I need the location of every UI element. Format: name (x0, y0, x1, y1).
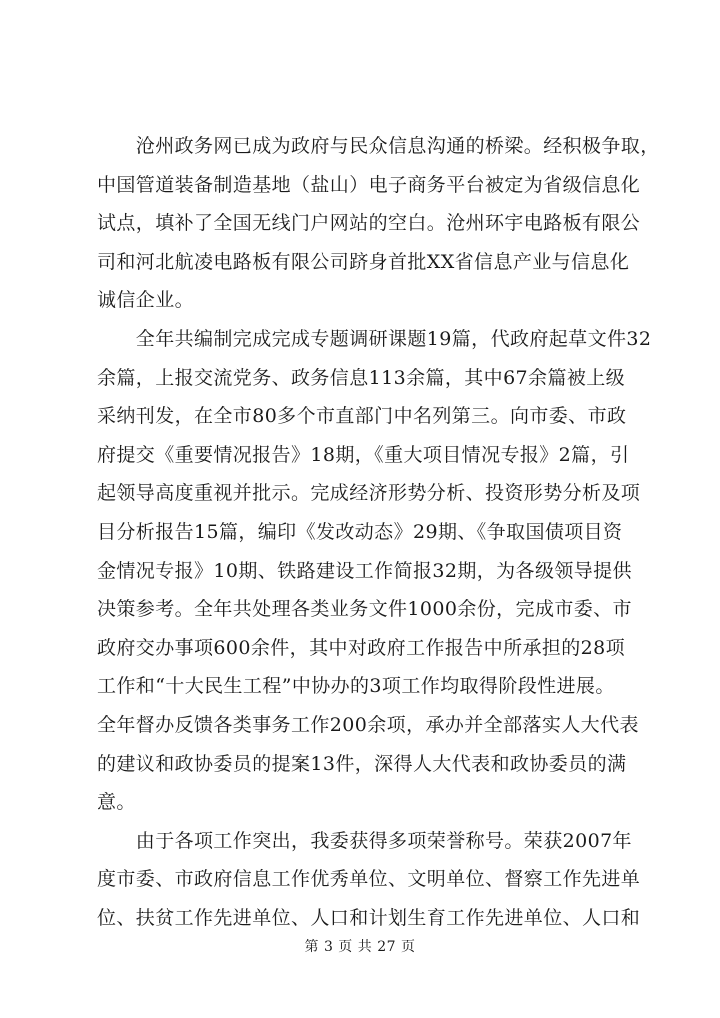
text-line: 决策参考。全年共处理各类业务文件1000余份，完成市委、市 (97, 598, 632, 621)
text-line: 采纳刊发，在全市80多个市直部门中名列第三。向市委、市政 (97, 405, 627, 428)
text-line: 沧州政务网已成为政府与民众信息沟通的桥梁。经积极争取， (97, 135, 660, 157)
text-line: 位、扶贫工作先进单位、人口和计划生育工作先进单位、人口和 (97, 906, 641, 929)
text-line: 府提交《重要情况报告》18期，《重大项目情况专报》2篇，引 (97, 443, 630, 466)
document-body (97, 127, 660, 937)
text-line: 政府交办事项600余件，其中对政府工作报告中所承担的28项 (97, 636, 626, 659)
text-line: 由于各项工作突出，我委获得多项荣誉称号。荣获2007年 (97, 829, 632, 852)
text-line: 司和河北航凌电路板有限公司跻身首批XX省信息产业与信息化 (97, 250, 630, 273)
text-line: 的建议和政协委员的提案13件，深得人大代表和政协委员的满 (97, 752, 627, 775)
text-line: 诚信企业。 (97, 289, 195, 312)
text-line: 全年共编制完成完成专题调研课题19篇，代政府起草文件32 (97, 327, 652, 350)
text-line: 目分析报告15篇，编印《发改动态》29期、《争取国债项目资 (97, 520, 623, 543)
text-line: 试点，填补了全国无线门户网站的空白。沧州环宇电路板有限公 (97, 212, 641, 235)
text-line: 中国管道装备制造基地（盐山）电子商务平台被定为省级信息化 (97, 173, 641, 196)
text-line: 全年督办反馈各类事务工作200余项，承办并全部落实人大代表 (97, 713, 639, 736)
text-line: 余篇，上报交流党务、政务信息113余篇，其中67余篇被上级 (97, 366, 626, 389)
text-line: 度市委、市政府信息工作优秀单位、文明单位、督察工作先进单 (97, 868, 641, 891)
text-line: 金情况专报》10期、铁路建设工作简报32期，为各级领导提供 (97, 559, 632, 582)
text-line: 起领导高度重视并批示。完成经济形势分析、投资形势分析及项 (97, 482, 641, 505)
page-number-footer: 第 3 页 共 27 页 (304, 939, 416, 955)
text-line: 工作和“十大民生工程”中协办的3项工作均取得阶段性进展。 (97, 675, 615, 698)
text-line: 意。 (97, 791, 136, 814)
